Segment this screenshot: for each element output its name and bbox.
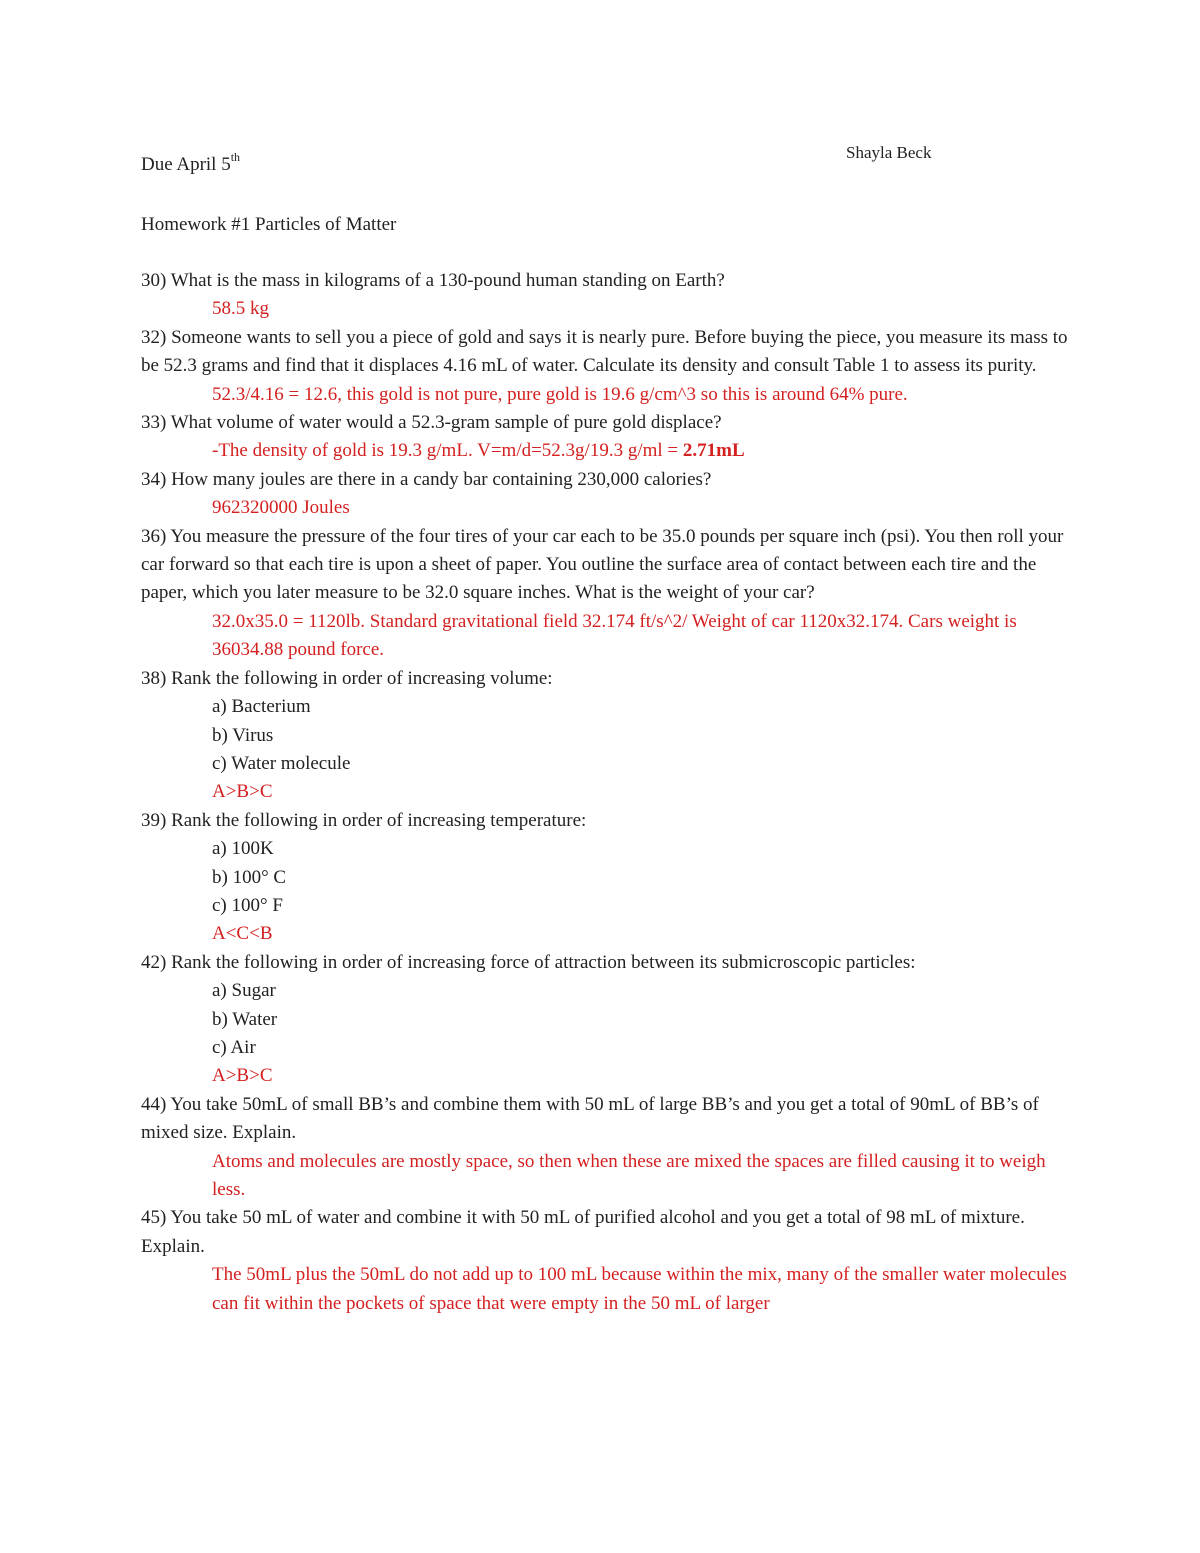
answer-36: 32.0x35.0 = 1120lb. Standard gravitational field 32.174 ft/s^2/ Weight of car 1120x32.174. Cars weight is 36034.88 pound force. bbox=[212, 610, 1017, 661]
answer-39: A<C<B bbox=[212, 923, 273, 945]
answer-33-result: 2.71mL bbox=[682, 440, 745, 462]
option-38-c: c) Water molecule bbox=[212, 752, 351, 774]
option-38-b: b) Virus bbox=[212, 724, 274, 746]
answer-38: A>B>C bbox=[212, 781, 273, 803]
question-42: 42) Rank the following in order of increasing force of attraction between its submicroscopic particles: bbox=[141, 951, 916, 973]
answer-42: A>B>C bbox=[212, 1065, 273, 1087]
option-39-a: a) 100K bbox=[212, 838, 274, 860]
answer-30: 58.5 kg bbox=[212, 298, 269, 320]
question-30: 30) What is the mass in kilograms of a 130-pound human standing on Earth? bbox=[141, 270, 725, 291]
answer-44: Atoms and molecules are mostly space, so then when these are mixed the spaces are filled causing it to weigh less. bbox=[212, 1150, 1046, 1200]
question-39: 39) Rank the following in order of increasing temperature: bbox=[141, 809, 587, 831]
question-44: 44) You take 50mL of small BB’s and combine them with 50 mL of large BB’s and you get a total of 90mL of BB’s of mixed size. Explain. bbox=[141, 1093, 1039, 1144]
question-34: 34) How many joules are there in a candy bar containing 230,000 calories? bbox=[141, 468, 712, 490]
author-name: Shayla Beck bbox=[846, 143, 932, 162]
option-39-b: b) 100° C bbox=[212, 866, 287, 888]
option-39-c: c) 100° F bbox=[212, 894, 283, 916]
homework-content bbox=[141, 267, 1071, 1318]
due-date-superscript: th bbox=[230, 150, 241, 164]
answer-33-text: -The density of gold is 19.3 g/mL. V=m/d=52.3g/19.3 g/ml = bbox=[212, 440, 683, 462]
answer-45: The 50mL plus the 50mL do not add up to 100 mL because within the mix, many of the smaller water molecules can fit within the pockets of space that were empty in the 50 mL of larger bbox=[212, 1264, 1067, 1314]
homework-title: Homework #1 Particles of Matter bbox=[141, 214, 397, 235]
question-36: 36) You measure the pressure of the four tires of your car each to be 35.0 pounds per square inch (psi). You then roll your car forward so that each tire is upon a sheet of paper. You outline the surface area of contact between each tire and the paper, which you later measure to be 32.0 square inches. What is the weight of your car? bbox=[141, 525, 1064, 604]
due-date bbox=[141, 150, 241, 177]
question-32: 32) Someone wants to sell you a piece of gold and says it is nearly pure. Before buying the piece, you measure its mass to be 52.3 grams and find that it displaces 4.16 mL of water. Calculate its density and consult Table 1 to assess its purity. bbox=[141, 326, 1068, 377]
option-42-b: b) Water bbox=[212, 1008, 278, 1030]
question-33: 33) What volume of water would a 52.3-gram sample of pure gold displace? bbox=[141, 412, 722, 434]
due-date-text: Due April 5 bbox=[141, 154, 231, 175]
option-38-a: a) Bacterium bbox=[212, 696, 311, 718]
answer-34: 962320000 Joules bbox=[212, 497, 350, 519]
answer-32: 52.3/4.16 = 12.6, this gold is not pure, pure gold is 19.6 g/cm^3 so this is around 64% pure. bbox=[212, 383, 908, 405]
question-38: 38) Rank the following in order of increasing volume: bbox=[141, 667, 553, 689]
question-45: 45) You take 50 mL of water and combine it with 50 mL of purified alcohol and you get a total of 98 mL of mixture. Explain. bbox=[141, 1207, 1025, 1257]
answer-33 bbox=[141, 437, 1071, 465]
option-42-a: a) Sugar bbox=[212, 980, 276, 1002]
option-42-c: c) Air bbox=[212, 1036, 256, 1058]
